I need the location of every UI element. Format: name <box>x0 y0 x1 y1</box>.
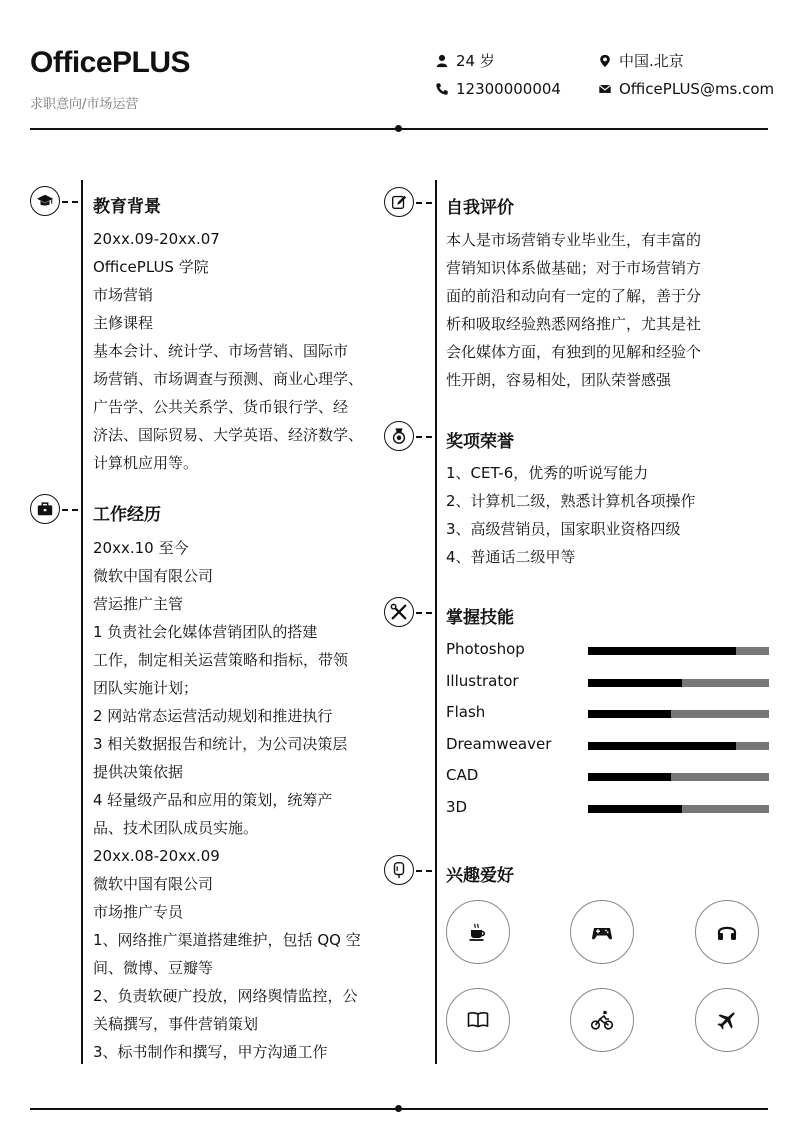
phone-text: 12300000004 <box>456 80 561 98</box>
self-eval-line: 面的前沿和动向有一定的了解，善于分 <box>446 287 702 305</box>
self-eval-line: 性开朗，容易相处，团队荣誉感强 <box>446 371 672 389</box>
bookmark-icon <box>384 855 414 885</box>
work-line: 品、技术团队成员实施。 <box>93 819 259 837</box>
work-line: 1 负责社会化媒体营销团队的搭建 <box>93 623 318 641</box>
work-line: 3 相关数据报告和统计，为公司决策层 <box>93 735 348 753</box>
awards-content <box>446 459 696 571</box>
work-connector <box>62 509 78 511</box>
education-title: 教育背景 <box>93 197 161 217</box>
work-line: 间、微博、豆瓣等 <box>93 959 214 977</box>
self-eval-connector <box>416 202 432 204</box>
award-item: 1、CET-6，优秀的听说写能力 <box>446 464 649 482</box>
email-text: OfficePLUS@ms.com <box>619 80 775 98</box>
education-connector <box>62 201 78 203</box>
award-item: 3、高级营销员，国家职业资格四级 <box>446 520 681 538</box>
self-eval-line: 本人是市场营销专业毕业生，有丰富的 <box>446 231 702 249</box>
cycling-icon <box>570 988 634 1052</box>
work-line: 4 轻量级产品和应用的策划，统筹产 <box>93 791 333 809</box>
skill-row <box>446 640 776 672</box>
work-line: 营运推广主管 <box>93 595 184 613</box>
email-info <box>598 80 774 98</box>
work-line: 20xx.08-20xx.09 <box>93 847 220 865</box>
skill-level-bar <box>588 710 769 718</box>
education-line: OfficePLUS 学院 <box>93 258 209 276</box>
age-info <box>435 50 495 71</box>
skill-row <box>446 672 776 704</box>
right-timeline-line <box>435 180 437 1064</box>
skill-level-bar <box>588 805 769 813</box>
awards-connector <box>416 436 432 438</box>
skill-level-fill <box>588 773 671 781</box>
skill-level-bar <box>588 679 769 687</box>
skill-row <box>446 735 776 767</box>
skill-level-fill <box>588 679 682 687</box>
work-line: 2、负责软硬广投放，网络舆情监控，公 <box>93 987 358 1005</box>
skill-name: Illustrator <box>446 671 519 690</box>
work-line: 提供决策依据 <box>93 763 184 781</box>
education-line: 广告学、公共关系学、货币银行学、经 <box>93 398 349 416</box>
work-line: 微软中国有限公司 <box>93 567 214 585</box>
phone-icon <box>435 82 449 96</box>
work-line: 工作，制定相关运营策略和指标，带领 <box>93 651 349 669</box>
phone-info <box>435 80 561 98</box>
work-line: 微软中国有限公司 <box>93 875 214 893</box>
skill-level-bar <box>588 742 769 750</box>
work-content <box>93 534 361 1066</box>
top-divider-dot <box>395 125 402 132</box>
skill-row <box>446 766 776 798</box>
book-icon <box>446 988 510 1052</box>
education-line: 计算机应用等。 <box>93 454 199 472</box>
skill-level-fill <box>588 805 682 813</box>
hobbies-connector <box>416 870 432 872</box>
self-eval-line: 会化媒体方面，有独到的见解和经验个 <box>446 343 702 361</box>
skill-level-bar <box>588 647 769 655</box>
work-line: 1、网络推广渠道搭建维护，包括 QQ 空 <box>93 931 361 949</box>
awards-title: 奖项荣誉 <box>446 432 514 452</box>
hobbies-title: 兴趣爱好 <box>446 866 514 886</box>
education-line: 场营销、市场调查与预测、商业心理学、 <box>93 370 364 388</box>
work-line: 市场推广专员 <box>93 903 184 921</box>
work-line: 关稿撰写，事件营销策划 <box>93 1015 259 1033</box>
work-title: 工作经历 <box>93 505 161 525</box>
skill-name: CAD <box>446 766 479 785</box>
briefcase-icon <box>30 494 60 524</box>
person-icon <box>435 54 449 68</box>
skills-title: 掌握技能 <box>446 608 514 628</box>
skill-name: 3D <box>446 797 468 816</box>
skill-level-bar <box>588 773 769 781</box>
skill-level-fill <box>588 647 736 655</box>
tools-icon <box>384 597 414 627</box>
skill-name: Photoshop <box>446 640 525 658</box>
work-line: 2 网站常态运营活动规划和推进执行 <box>93 707 333 725</box>
skill-level-fill <box>588 742 736 750</box>
envelope-icon <box>598 82 612 96</box>
education-line: 基本会计、统计学、市场营销、国际市 <box>93 342 349 360</box>
skill-name: Dreamweaver <box>446 734 552 753</box>
award-item: 2、计算机二级，熟悉计算机各项操作 <box>446 492 696 510</box>
edit-pen-icon <box>384 187 414 217</box>
self-eval-title: 自我评价 <box>446 198 514 218</box>
work-line: 团队实施计划； <box>93 679 199 697</box>
education-line: 市场营销 <box>93 286 154 304</box>
coffee-icon <box>446 900 510 964</box>
skills-connector <box>416 612 432 614</box>
age-text: 24 岁 <box>456 52 495 70</box>
self-eval-content <box>446 226 701 394</box>
skill-name: Flash <box>446 703 486 722</box>
location-text: 中国.北京 <box>619 52 684 70</box>
skill-level-fill <box>588 710 671 718</box>
medal-icon <box>384 421 414 451</box>
self-eval-line: 析和吸取经验熟悉网络推广，尤其是社 <box>446 315 702 333</box>
candidate-name: OfficePLUS <box>30 46 191 79</box>
gamepad-icon <box>570 900 634 964</box>
skill-row <box>446 703 776 735</box>
location-info <box>598 50 684 71</box>
job-intent: 求职意向/市场运营 <box>30 97 139 112</box>
work-line: 3、标书制作和撰写，甲方沟通工作 <box>93 1043 328 1061</box>
bottom-divider-dot <box>395 1105 402 1112</box>
location-pin-icon <box>598 54 612 68</box>
work-line: 20xx.10 至今 <box>93 539 189 557</box>
headphones-icon <box>695 900 759 964</box>
education-content <box>93 225 363 477</box>
skills-list <box>446 640 776 830</box>
award-item: 4、普通话二级甲等 <box>446 548 576 566</box>
graduation-cap-icon <box>30 186 60 216</box>
skill-row <box>446 798 776 830</box>
education-line: 20xx.09-20xx.07 <box>93 230 220 248</box>
education-line: 主修课程 <box>93 314 154 332</box>
self-eval-line: 营销知识体系做基础；对于市场营销方 <box>446 259 702 277</box>
left-timeline-line <box>81 180 83 1064</box>
education-line: 济法、国际贸易、大学英语、经济数学、 <box>93 426 364 444</box>
airplane-icon <box>695 988 759 1052</box>
